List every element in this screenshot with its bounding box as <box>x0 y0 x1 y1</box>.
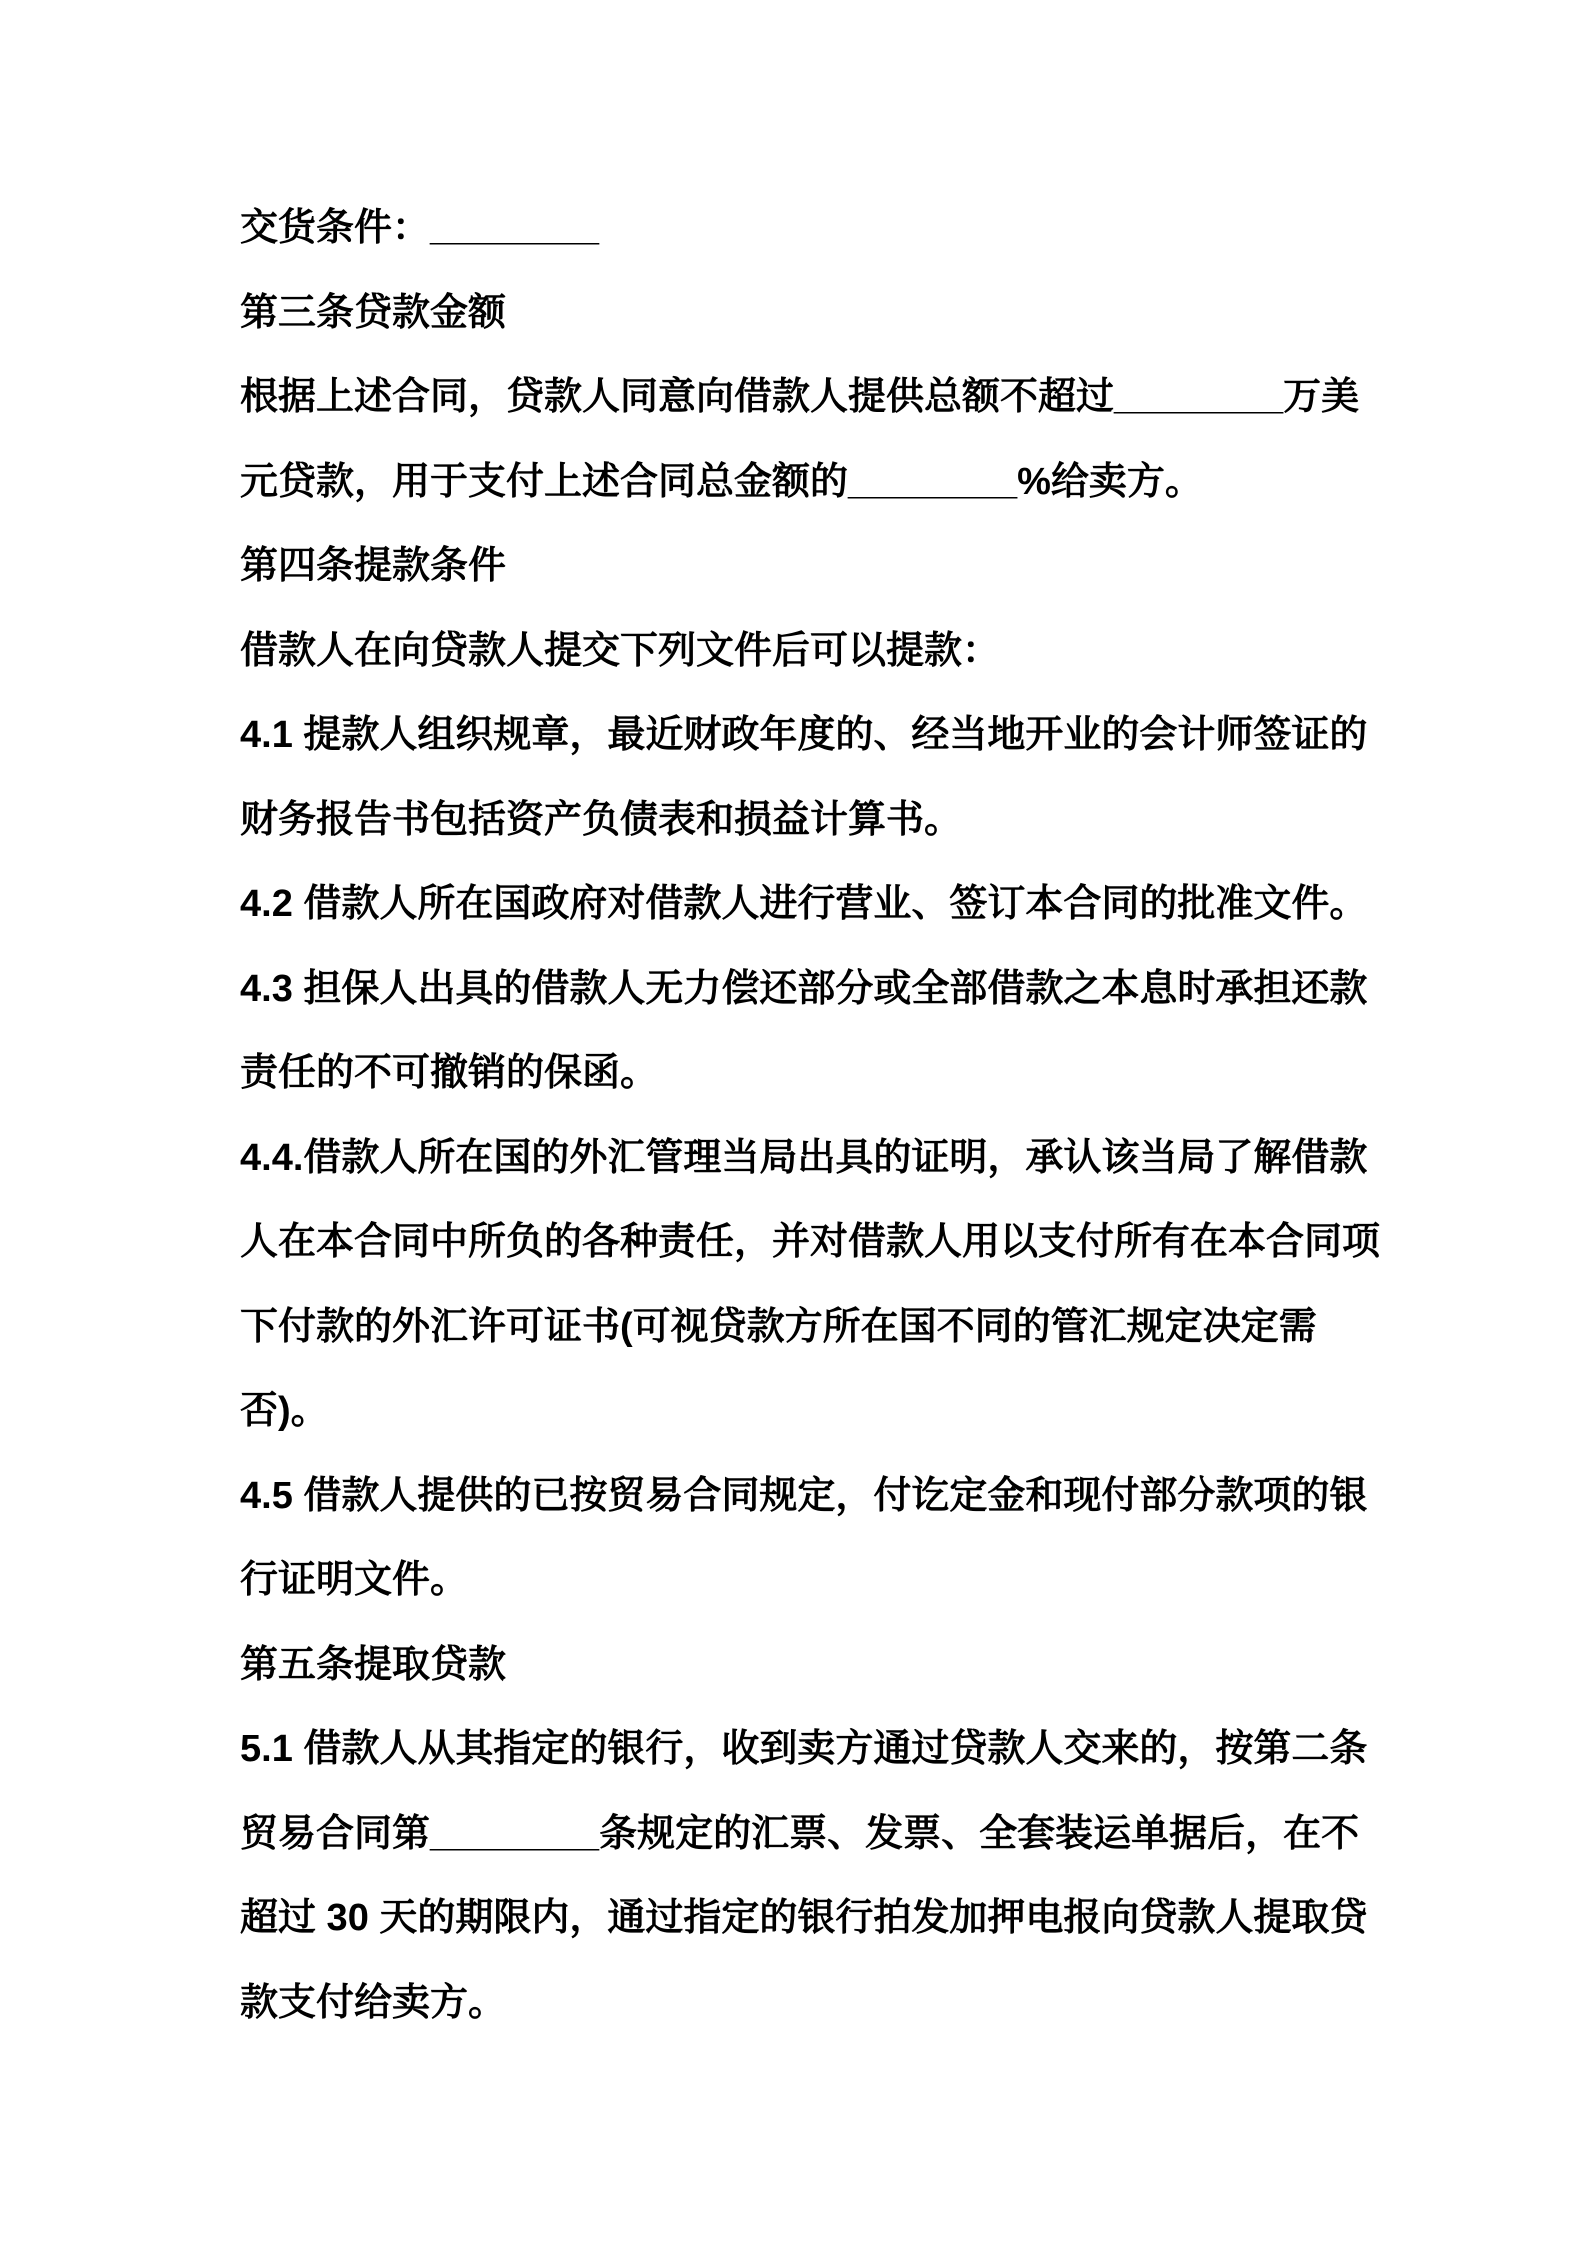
text-line: 4.1 提款人组织规章，最近财政年度的、经当地开业的会计师签证的 <box>240 714 1368 756</box>
text-line: 5.1 借款人从其指定的银行，收到卖方通过贷款人交来的，按第二条 <box>240 1728 1368 1770</box>
text-line: 借款人在向贷款人提交下列文件后可以提款： <box>240 629 1001 672</box>
text-line: 4.2 借款人所在国政府对借款人进行营业、签订本合同的批准文件。 <box>240 883 1368 925</box>
text-line: 款支付给卖方。 <box>240 1981 507 2024</box>
text-line: 行证明文件。 <box>240 1559 469 1601</box>
text-line: 4.4.借款人所在国的外汇管理当局出具的证明，承认该当局了解借款 <box>240 1136 1368 1179</box>
section-heading: 第五条提取贷款 <box>240 1643 507 1686</box>
text-line: 4.5 借款人提供的已按贸易合同规定，付讫定金和现付部分款项的银 <box>240 1474 1368 1517</box>
text-line: 4.3 担保人出具的借款人无力偿还部分或全部借款之本息时承担还款 <box>240 967 1368 1010</box>
section-heading: 第三条贷款金额 <box>240 291 507 334</box>
contract-text-block <box>240 186 1380 2045</box>
text-line: 交货条件：________ <box>240 207 600 249</box>
text-line: 超过 30 天的期限内，通过指定的银行拍发加押电报向贷款人提取贷 <box>240 1897 1368 1939</box>
text-line: 贸易合同第________条规定的汇票、发票、全套装运单据后，在不 <box>240 1812 1360 1855</box>
text-line: 元贷款，用于支付上述合同总金额的________%给卖方。 <box>240 460 1203 503</box>
text-line: 否)。 <box>240 1390 329 1432</box>
text-line: 根据上述合同，贷款人同意向借款人提供总额不超过________万美 <box>240 376 1360 418</box>
text-line: 责任的不可撤销的保函。 <box>240 1052 659 1094</box>
section-heading: 第四条提款条件 <box>240 545 507 587</box>
text-line: 下付款的外汇许可证书(可视贷款方所在国不同的管汇规定决定需 <box>240 1305 1317 1348</box>
text-line: 人在本合同中所负的各种责任，并对借款人用以支付所有在本合同项 <box>240 1221 1381 1263</box>
text-line: 财务报告书包括资产负债表和损益计算书。 <box>240 798 963 841</box>
